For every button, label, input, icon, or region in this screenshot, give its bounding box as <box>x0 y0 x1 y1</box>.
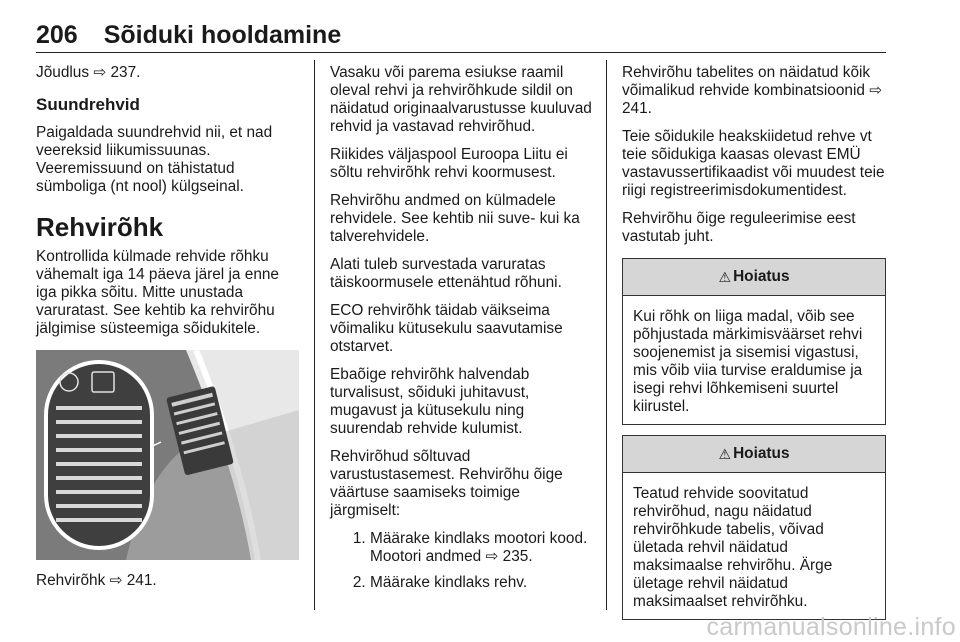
warning-box <box>622 258 886 425</box>
pressure-text: Kontrollida külmade rehvide rõhku vähemalt iga 14 päeva järel ja enne iga pikka sõitu. Mitte unustada varuratast. See kehtib ka rehvirõhu jälgimise süsteemiga sõidukitele. <box>36 248 279 337</box>
warning-title: Hoiatus <box>733 445 790 462</box>
steps-list <box>330 530 592 592</box>
paragraph: Rehvirõhu andmed on külmadele rehvidele. See kehtib nii suve- kui ka talverehvidele. <box>330 192 580 245</box>
column-divider <box>314 60 315 610</box>
warning-box <box>622 435 886 620</box>
warning-text: Teatud rehvide soovitatud rehvirõhud, nagu näidatud rehvirõhkude tabelis, võivad ületada rehvil näidatud maksimaalse rehvirõhu. Ärge ületage rehvil näidatud maksimaalset rehvirõhku. <box>633 485 833 610</box>
list-item: 2. Määrake kindlaks rehv. <box>370 574 592 592</box>
paragraph: Ebaõige rehvirõhk halvendab turvalisust, sõiduki juhitavust, mugavust ja kütusekulu ning suurendab rehvide kulumist. <box>330 366 530 437</box>
watermark: carmanualsonline.info <box>706 613 956 641</box>
paragraph: Rehvirõhu õige reguleerimise eest vastutab juht. <box>622 210 856 245</box>
paragraph: Vasaku või parema esiukse raamil oleval rehvi ja rehvirõhkude sildil on näidatud originaalvarustusse kuuluvad rehvid ja vastavad rehvirõhud. <box>330 64 592 135</box>
paragraph: Teie sõidukile heakskiidetud rehve vt teie sõidukiga kaasas olevast EMÜ vastavussertifikaadist või muudest teie riigi registreerimisdokumentidest. <box>622 128 885 199</box>
warning-title: Hoiatus <box>733 268 790 285</box>
column-divider <box>606 60 607 610</box>
column-2 <box>330 64 592 600</box>
paragraph: Riikides väljaspool Euroopa Liitu ei sõltu rehvirõhk rehvi koormusest. <box>330 146 568 181</box>
warning-header <box>623 436 885 473</box>
column-1 <box>36 64 302 600</box>
paragraph: ECO rehvirõhk täidab väikseima võimaliku kütusekulu saavutamise otstarvet. <box>330 302 563 355</box>
paragraph: Alati tuleb survestada varuratas täiskoormusele ettenähtud rõhuni. <box>330 256 562 291</box>
warning-triangle-icon: ⚠ <box>718 446 732 462</box>
directional-text: Paigaldada suundrehvid nii, et nad veereksid liikumissuunas. Veeremissuund on tähistatud sümboliga (nt nool) külgseinal. <box>36 124 273 195</box>
speed-reference: Jõudlus ⇨ 237. <box>36 64 141 81</box>
page-number: 206 <box>36 21 78 49</box>
warning-triangle-icon: ⚠ <box>718 269 732 285</box>
column-3 <box>622 64 888 620</box>
door-frame-illustration <box>36 350 299 560</box>
warning-header <box>623 259 885 296</box>
page-header <box>36 22 886 53</box>
figure-caption: Rehvirõhk ⇨ 241. <box>36 572 157 589</box>
paragraph: Rehvirõhud sõltuvad varustustasemest. Rehvirõhu õige väärtuse saamiseks toimige järgmiselt: <box>330 448 563 519</box>
list-item: 1. Määrake kindlaks mootori kood. Mootori andmed ⇨ 235. <box>370 530 592 566</box>
chapter-title: Sõiduki hooldamine <box>103 21 342 49</box>
warning-text: Kui rõhk on liiga madal, võib see põhjustada märkimisväärset rehvi soojenemist ja sisemisi vigastusi, mis võib viia turvise eraldumise ja isegi rehvi lõhkemiseni suurtel kiirustel. <box>633 308 863 415</box>
heading-directional-tyres: Suundrehvid <box>36 95 140 114</box>
tyre-pressure-label-figure <box>36 350 299 560</box>
paragraph: Rehvirõhu tabelites on näidatud kõik võimalikud rehvide kombinatsioonid ⇨ 241. <box>622 64 883 117</box>
heading-tyre-pressure: Rehvirõhk <box>36 212 164 242</box>
